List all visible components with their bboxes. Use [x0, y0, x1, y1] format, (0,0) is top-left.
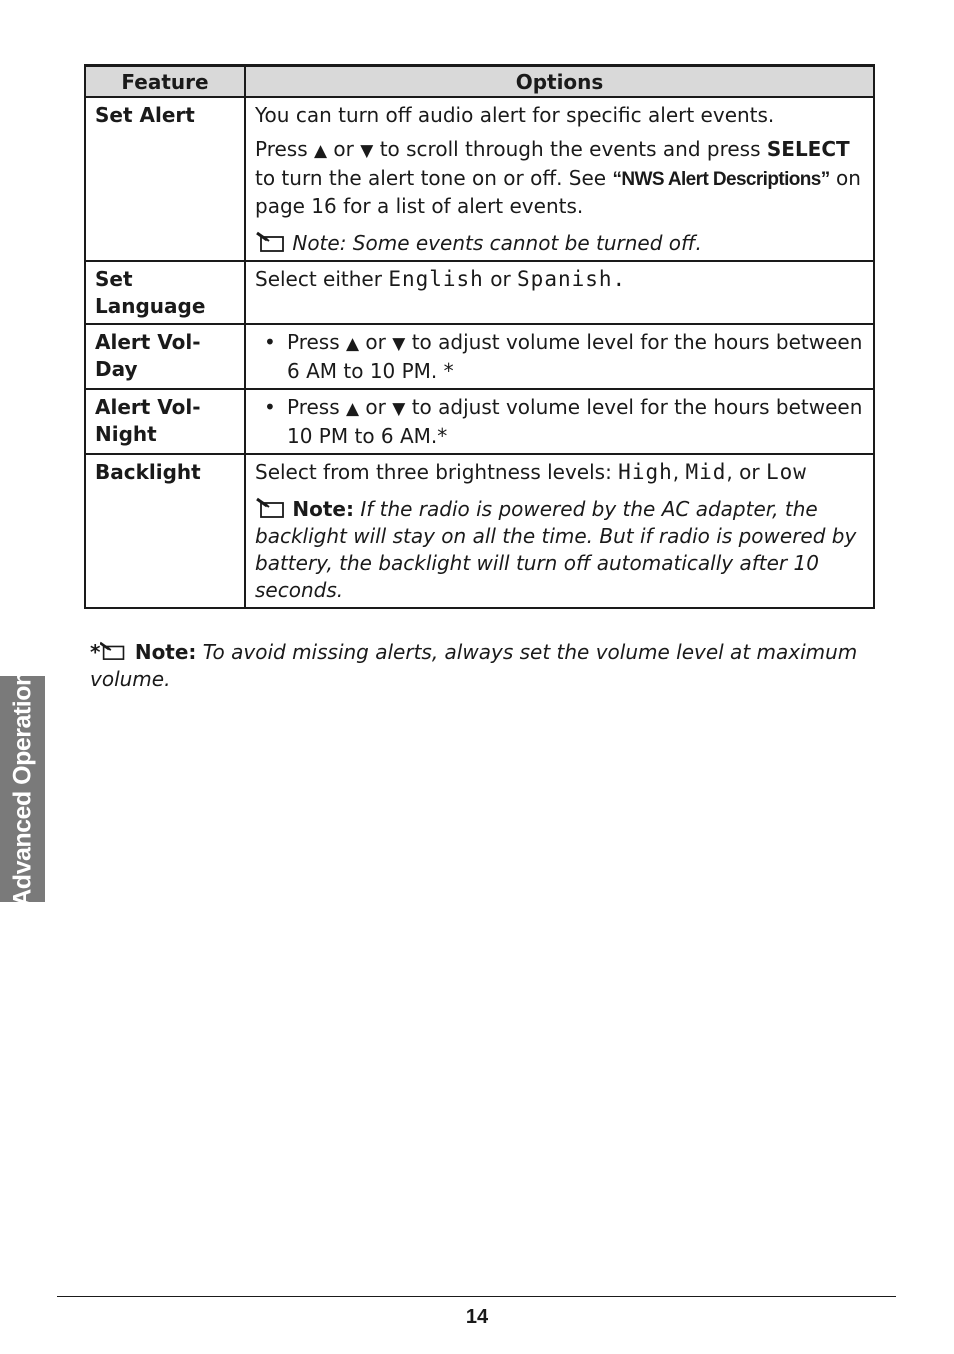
set-alert-instructions: Press ▲ or ▼ to scroll through the events and press SELECT to turn the alert tone on or off. See “NWS Alert Descriptions” on page 16 for a list of alert events.	[255, 137, 861, 218]
footnote: * Note: To avoid missing alerts, always set the volume level at maximum volume.	[90, 640, 858, 691]
list-item: • Press ▲ or ▼ to adjust volume level for the hours between 10 PM to 6 AM.*	[264, 395, 863, 448]
up-arrow-icon: ▲	[346, 334, 360, 354]
lcd-english: English	[388, 267, 484, 291]
select-key-label: SELECT	[766, 137, 850, 161]
lcd-high: High	[618, 460, 673, 484]
backlight-note: Note: If the radio is powered by the AC adapter, the backlight will stay on all the time. But if radio is powered by battery, the backlight will turn off automatically after 10 seconds.	[255, 497, 857, 602]
down-arrow-icon: ▼	[360, 141, 374, 161]
lcd-low: Low	[765, 460, 807, 484]
note-pencil-icon	[255, 497, 286, 519]
set-alert-line1: You can turn off audio alert for specific alert events.	[255, 103, 775, 127]
options-set-language: Select either English or Spanish.	[245, 261, 874, 324]
section-title: Advanced Operation	[8, 671, 36, 907]
note-pencil-icon	[100, 640, 128, 662]
header-options: Options	[245, 66, 874, 98]
lcd-spanish: Spanish.	[517, 267, 627, 291]
table-row-set-language	[85, 261, 874, 324]
up-arrow-icon: ▲	[346, 399, 360, 419]
options-alert-vol-day	[245, 324, 874, 389]
down-arrow-icon: ▼	[392, 399, 406, 419]
page-number: 14	[465, 1306, 489, 1328]
lcd-mid: Mid	[685, 460, 727, 484]
feature-set-language: Set Language	[85, 261, 245, 324]
feature-alert-vol-day: Alert Vol-Day	[85, 324, 245, 389]
nws-reference: “NWS Alert Descriptions”	[612, 169, 830, 190]
table-row-alert-vol-night	[85, 389, 874, 454]
feature-backlight: Backlight	[85, 454, 245, 608]
set-alert-note: Note: Some events cannot be turned off.	[255, 230, 865, 257]
table-row-set-alert	[85, 97, 874, 261]
feature-alert-vol-night: Alert Vol-Night	[85, 389, 245, 454]
feature-set-alert: Set Alert	[85, 97, 245, 261]
list-item: • Press ▲ or ▼ to adjust volume level for the hours between 6 AM to 10 PM. *	[264, 330, 863, 383]
footer-rule	[57, 1296, 896, 1297]
up-arrow-icon: ▲	[314, 141, 328, 161]
section-side-tab	[0, 671, 45, 907]
table-header-row	[85, 66, 874, 98]
options-set-alert	[245, 97, 874, 261]
table-row-backlight	[85, 454, 874, 608]
header-feature: Feature	[85, 66, 245, 98]
feature-options-table	[84, 64, 875, 609]
down-arrow-icon: ▼	[392, 334, 406, 354]
table-row-alert-vol-day	[85, 324, 874, 389]
options-backlight: Select from three brightness levels: High, Mid, or Low Note: If the radio is powered by the AC adapter, the backlight will stay on all the time. But if radio is powered by battery, the backlight will turn off automatically after 10 seconds.	[245, 454, 874, 608]
note-pencil-icon	[255, 231, 286, 253]
options-alert-vol-night	[245, 389, 874, 454]
